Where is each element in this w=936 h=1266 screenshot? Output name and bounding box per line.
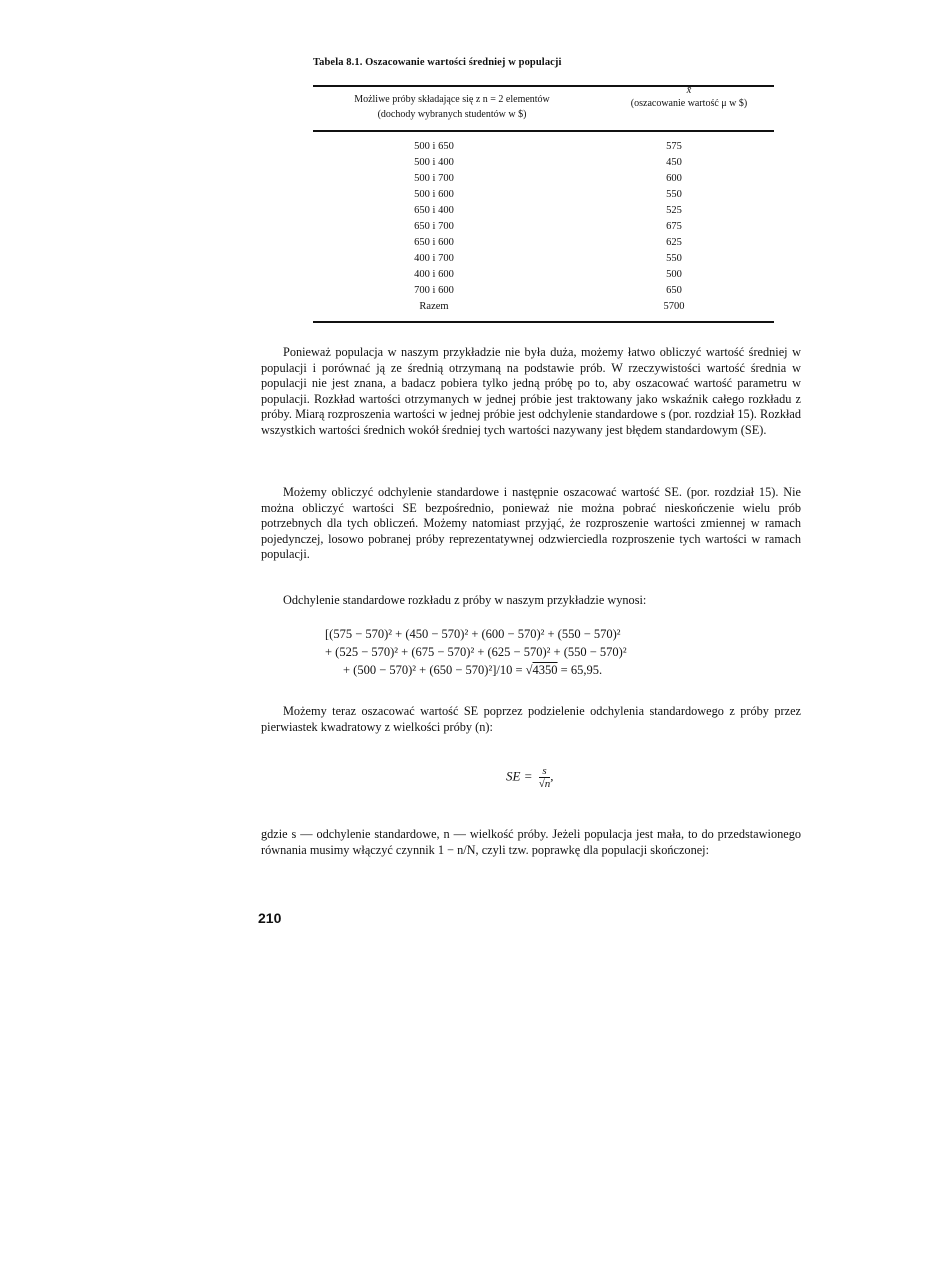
paragraph-2: Możemy obliczyć odchylenie standardowe i następnie oszacować wartość SE. (por. rozdział 15). Nie można obliczyć wartości SE bezpośrednio, ponieważ nie można pobrać nieskończenie wielu prób potrzebnych dla tych obliczeń. Możemy natomiast przyjąć, że rozproszenie wartości zmiennej w ramach pojedynczej, losowo pobranej próby reprezentatywnej odzwierciedla rozproszenie tych wartości w ramach populacji. [261,485,801,562]
table-row [313,299,774,315]
se-fraction [538,765,554,790]
table-caption: Tabela 8.1. Oszacowanie wartości średniej w populacji [313,57,562,68]
cell-sample-mean: 5700 [663,301,685,312]
table-header-right [598,84,780,111]
cell-sample-pair: 500 i 650 [414,141,454,152]
cell-sample-mean: 575 [666,141,682,152]
formula-radicand: 4350 [532,663,558,677]
cell-sample-pair: 500 i 400 [414,157,454,168]
formula-line-3-a: + (500 − 570)² + (650 − 570)²]/10 = √ [343,663,533,677]
cell-sample-pair: 650 i 600 [414,237,454,248]
formula-line-1: [(575 − 570)² + (450 − 570)² + (600 − 570)² + (550 − 570)² [325,627,621,641]
table-header-rule [313,130,774,132]
cell-sample-pair: 500 i 600 [414,189,454,200]
cell-sample-mean: 550 [666,253,682,264]
cell-sample-pair: 500 i 700 [414,173,454,184]
cell-sample-pair: 400 i 600 [414,269,454,280]
cell-sample-mean: 525 [666,205,682,216]
table-row [313,251,774,267]
table-row [313,187,774,203]
se-numerator: s [539,765,551,778]
table-row [313,283,774,299]
header-left-line2: (dochody wybranych studentów w $) [377,109,527,120]
formula-line-3 [343,662,602,678]
cell-sample-pair: 650 i 700 [414,221,454,232]
table-header-left [318,92,586,122]
formula-line-3-c: = 65,95. [557,663,603,677]
cell-sample-mean: 600 [666,173,682,184]
table-row [313,235,774,251]
header-right-symbol: x̄ [686,85,692,96]
paragraph-4: Możemy teraz oszacować wartość SE poprzez podzielenie odchylenia standardowego z próby przez pierwiastek kwadratowy z wielkości próby (n): [261,704,801,734]
cell-sample-pair: 700 i 600 [414,285,454,296]
header-left-line1: Możliwe próby składające się z n = 2 elementów [354,94,550,105]
table-bottom-rule [313,321,774,323]
table-row [313,139,774,155]
table-row [313,267,774,283]
table-row [313,219,774,235]
table-body [313,139,774,315]
se-denominator: √n [538,778,551,790]
cell-sample-pair: Razem [419,301,449,312]
page-number: 210 [258,910,282,926]
cell-sample-pair: 650 i 400 [414,205,454,216]
table-row [313,203,774,219]
cell-sample-mean: 500 [666,269,682,280]
table-row [313,155,774,171]
se-lhs: SE = [506,768,533,784]
cell-sample-pair: 400 i 700 [414,253,454,264]
cell-sample-mean: 550 [666,189,682,200]
table-row [313,171,774,187]
cell-sample-mean: 625 [666,237,682,248]
header-right-line2: (oszacowanie wartość μ w $) [630,98,748,109]
cell-sample-mean: 650 [666,285,682,296]
paragraph-1: Ponieważ populacja w naszym przykładzie nie była duża, możemy łatwo obliczyć wartość średniej w populacji i porównać ją ze średnią otrzymaną na podstawie prób. W rzeczywistości wartość średnia w populacji nie jest znana, a badacz pobiera tylko jedną próbę po to, aby oszacować wartość parametru w populacji. Rozkład wartości otrzymanych w jednej próbie jest traktowany jako wskaźnik całego rozkładu z próby. Miarą rozproszenia wartości w jednej próbie jest odchylenie standardowe s (por. rozdział 15). Rozkład wszystkich wartości średnich wokół średniej tych wartości nazywany jest błędem standardowym (SE). [261,345,801,437]
se-equation [506,765,554,790]
cell-sample-mean: 675 [666,221,682,232]
se-comma: , [550,768,554,784]
cell-sample-mean: 450 [666,157,682,168]
formula-line-2: + (525 − 570)² + (675 − 570)² + (625 − 570)² + (550 − 570)² [325,645,627,659]
paragraph-3: Odchylenie standardowe rozkładu z próby w naszym przykładzie wynosi: [283,593,647,607]
paragraph-5: gdzie s — odchylenie standardowe, n — wielkość próby. Jeżeli populacja jest mała, to do przedstawionego równania musimy włączyć czynnik 1 − n/N, czyli tzw. poprawkę dla populacji skończonej: [261,827,801,857]
